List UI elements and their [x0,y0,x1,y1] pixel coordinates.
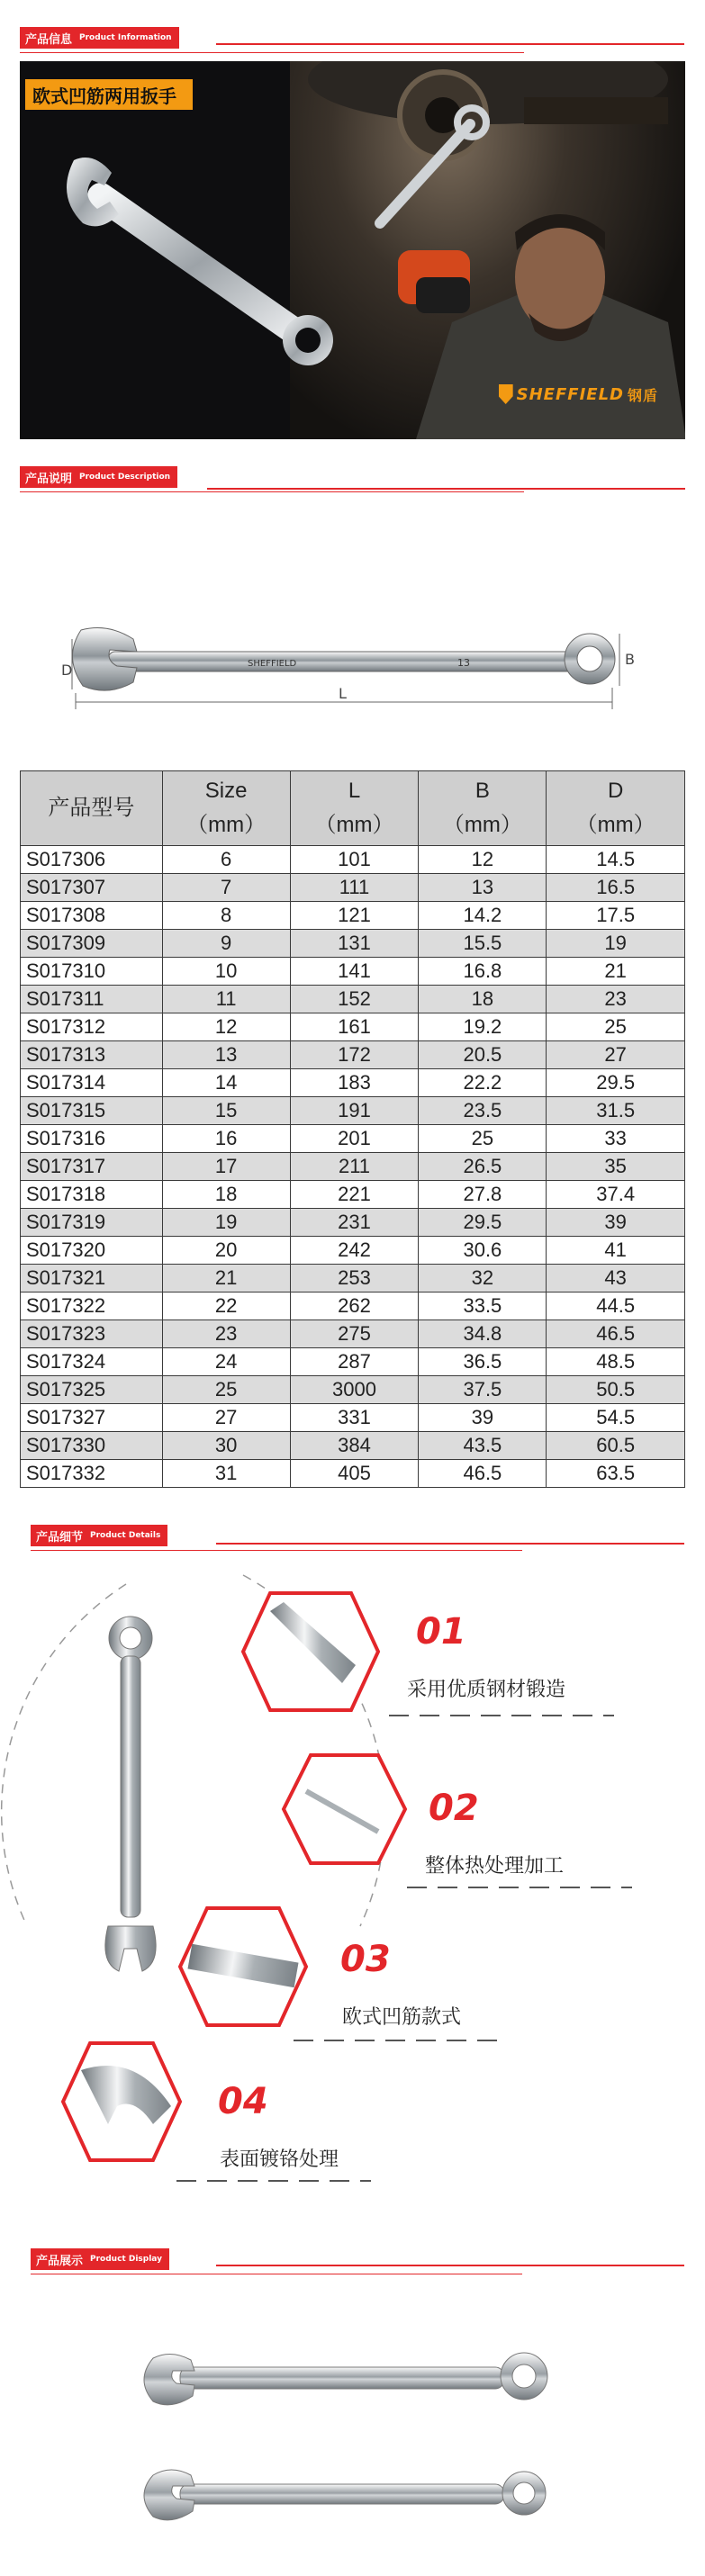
cell-l: 262 [290,1293,419,1320]
cell-l: 131 [290,930,419,958]
cell-l: 121 [290,902,419,930]
header-rule-thin [20,491,524,492]
table-row [21,846,685,874]
feature-divider-4 [176,2180,371,2182]
wrench-in-use [362,97,497,232]
cell-model: S017332 [21,1460,163,1488]
cell-model: S017323 [21,1320,163,1348]
col-header-d: D （mm） [547,771,685,846]
cell-b: 19.2 [419,1013,547,1041]
cell-size: 11 [162,986,290,1013]
section-header-display [0,2247,705,2283]
cell-d: 31.5 [547,1097,685,1125]
cell-size: 18 [162,1181,290,1209]
cell-d: 33 [547,1125,685,1153]
cell-d: 50.5 [547,1376,685,1404]
dimension-diagram [54,603,648,720]
detail-hex-1 [243,1593,378,1710]
cell-model: S017312 [21,1013,163,1041]
table-row [21,1125,685,1153]
cell-b: 13 [419,874,547,902]
table-row [21,986,685,1013]
cell-l: 172 [290,1041,419,1069]
cell-d: 16.5 [547,874,685,902]
cell-size: 17 [162,1153,290,1181]
cell-l: 3000 [290,1376,419,1404]
cell-d: 14.5 [547,846,685,874]
section-header-info [0,25,705,61]
shield-icon [499,384,513,404]
cell-model: S017319 [21,1209,163,1237]
cell-size: 20 [162,1237,290,1265]
feature-text-1: 采用优质钢材锻造 [407,1679,566,1701]
cell-model: S017310 [21,958,163,986]
cell-b: 15.5 [419,930,547,958]
cell-d: 35 [547,1153,685,1181]
cell-d: 19 [547,930,685,958]
cell-size: 10 [162,958,290,986]
table-header-row [21,771,685,846]
cell-size: 7 [162,874,290,902]
cell-d: 46.5 [547,1320,685,1348]
section-title-cn: 产品信息 [25,32,73,47]
cell-d: 29.5 [547,1069,685,1097]
cell-l: 152 [290,986,419,1013]
table-row [21,1432,685,1460]
cell-b: 33.5 [419,1293,547,1320]
table-row [21,1181,685,1209]
feature-number-4: 04 [218,2081,268,2122]
cell-l: 231 [290,1209,419,1237]
section-title-en: Product Information [79,33,172,42]
brand-logo-cn: 钢盾 [627,386,658,404]
cell-l: 161 [290,1013,419,1041]
cell-d: 48.5 [547,1348,685,1376]
section-tag [31,1525,167,1546]
section-tag [31,2248,169,2270]
spec-table-body [21,846,685,1488]
feature-number-1: 01 [416,1611,466,1653]
cell-model: S017315 [21,1097,163,1125]
table-row [21,1013,685,1041]
cell-l: 275 [290,1320,419,1348]
cell-d: 21 [547,958,685,986]
table-row [21,1209,685,1237]
detail-hex-2 [284,1755,405,1863]
table-row [21,1097,685,1125]
col-header-b: B （mm） [419,771,547,846]
cell-d: 54.5 [547,1404,685,1432]
cell-l: 253 [290,1265,419,1293]
cell-l: 405 [290,1460,419,1488]
cell-model: S017309 [21,930,163,958]
feature-divider-3 [294,2040,501,2041]
cell-l: 287 [290,1348,419,1376]
table-row [21,1320,685,1348]
cell-model: S017306 [21,846,163,874]
cell-d: 63.5 [547,1460,685,1488]
cell-size: 6 [162,846,290,874]
section-tag [20,466,177,488]
cell-size: 13 [162,1041,290,1069]
hero-banner-image [20,61,685,439]
cell-b: 16.8 [419,958,547,986]
cell-model: S017321 [21,1265,163,1293]
cell-size: 23 [162,1320,290,1348]
table-row [21,1265,685,1293]
section-header-description [0,464,705,500]
cell-model: S017316 [21,1125,163,1153]
details-illustration [0,1566,705,2214]
cell-d: 44.5 [547,1293,685,1320]
cell-b: 32 [419,1265,547,1293]
table-row [21,1348,685,1376]
table-row [21,1237,685,1265]
table-row [21,1041,685,1069]
cell-l: 201 [290,1125,419,1153]
header-rule-thin [20,52,524,53]
cell-model: S017311 [21,986,163,1013]
cell-d: 23 [547,986,685,1013]
feature-divider-1 [389,1715,614,1716]
cell-l: 183 [290,1069,419,1097]
product-display-image [135,2340,567,2576]
brand-logo [499,382,658,407]
cell-size: 24 [162,1348,290,1376]
cell-size: 12 [162,1013,290,1041]
wrench-product-image [47,142,344,376]
cell-size: 22 [162,1293,290,1320]
cell-b: 14.2 [419,902,547,930]
section-title-cn: 产品展示 [36,2254,84,2268]
table-row [21,902,685,930]
detail-hex-4 [63,2043,180,2160]
cell-b: 36.5 [419,1348,547,1376]
cell-size: 21 [162,1265,290,1293]
feature-divider-2 [407,1887,632,1888]
cell-size: 9 [162,930,290,958]
cell-b: 39 [419,1404,547,1432]
cell-size: 14 [162,1069,290,1097]
section-title-en: Product Details [90,1531,161,1540]
col-header-size: Size （mm） [162,771,290,846]
cell-l: 242 [290,1237,419,1265]
cell-b: 22.2 [419,1069,547,1097]
col-header-model: 产品型号 [21,771,163,846]
table-row [21,1404,685,1432]
cell-size: 31 [162,1460,290,1488]
table-row [21,958,685,986]
cell-d: 60.5 [547,1432,685,1460]
header-rule [216,1543,684,1545]
table-row [21,930,685,958]
cell-b: 34.8 [419,1320,547,1348]
cell-b: 27.8 [419,1181,547,1209]
cell-model: S017313 [21,1041,163,1069]
cell-b: 23.5 [419,1097,547,1125]
cell-l: 211 [290,1153,419,1181]
cell-l: 111 [290,874,419,902]
cell-model: S017317 [21,1153,163,1181]
section-title-cn: 产品说明 [25,472,73,486]
display-wrench-top [144,2353,547,2405]
spec-table [20,770,685,1488]
cell-b: 20.5 [419,1041,547,1069]
section-header-details [0,1523,705,1559]
cell-model: S017330 [21,1432,163,1460]
cell-size: 25 [162,1376,290,1404]
cell-b: 12 [419,846,547,874]
feature-text-4: 表面镀铬处理 [220,2148,339,2171]
cell-model: S017308 [21,902,163,930]
cell-d: 41 [547,1237,685,1265]
cell-model: S017307 [21,874,163,902]
cell-model: S017322 [21,1293,163,1320]
header-rule-thin [31,1550,522,1551]
label-b: B [625,651,635,668]
cell-d: 25 [547,1013,685,1041]
cell-l: 221 [290,1181,419,1209]
section-title-en: Product Description [79,473,171,482]
section-tag [20,27,179,49]
cell-b: 46.5 [419,1460,547,1488]
cell-model: S017325 [21,1376,163,1404]
cell-b: 37.5 [419,1376,547,1404]
brand-logo-text: SHEFFIELD [516,384,624,404]
cell-model: S017318 [21,1181,163,1209]
hero-title: 欧式凹筋两用扳手 [25,79,193,110]
cell-b: 25 [419,1125,547,1153]
cell-d: 27 [547,1041,685,1069]
header-rule [207,488,685,490]
cell-size: 15 [162,1097,290,1125]
header-rule [216,43,684,45]
cell-model: S017314 [21,1069,163,1097]
cell-size: 16 [162,1125,290,1153]
cell-model: S017327 [21,1404,163,1432]
cell-b: 30.6 [419,1237,547,1265]
section-title-en: Product Display [90,2255,162,2264]
col-header-l: L （mm） [290,771,419,846]
cell-model: S017324 [21,1348,163,1376]
label-d: D [61,662,73,679]
cell-l: 384 [290,1432,419,1460]
cell-model: S017320 [21,1237,163,1265]
cell-l: 101 [290,846,419,874]
feature-text-2: 整体热处理加工 [425,1855,565,1878]
table-row [21,1069,685,1097]
table-row [21,1460,685,1488]
cell-d: 17.5 [547,902,685,930]
engraved-size: 13 [457,657,470,669]
cell-size: 19 [162,1209,290,1237]
feature-number-3: 03 [340,1939,391,1980]
engraved-brand: SHEFFIELD [248,659,297,669]
display-wrench-bottom [144,2470,546,2520]
cell-d: 43 [547,1265,685,1293]
cell-l: 141 [290,958,419,986]
cell-d: 37.4 [547,1181,685,1209]
cell-size: 27 [162,1404,290,1432]
section-title-cn: 产品细节 [36,1530,84,1545]
table-row [21,874,685,902]
cell-size: 30 [162,1432,290,1460]
cell-b: 26.5 [419,1153,547,1181]
cell-b: 29.5 [419,1209,547,1237]
cell-d: 39 [547,1209,685,1237]
table-row [21,1293,685,1320]
table-row [21,1376,685,1404]
table-row [21,1153,685,1181]
detail-hex-3 [180,1908,306,2025]
label-l: L [339,685,347,702]
feature-number-2: 02 [429,1788,479,1829]
cell-l: 191 [290,1097,419,1125]
cell-b: 18 [419,986,547,1013]
header-rule [216,2265,684,2266]
feature-text-3: 欧式凹筋款式 [342,2006,462,2029]
cell-size: 8 [162,902,290,930]
cell-l: 331 [290,1404,419,1432]
wrench-dimension-drawing [54,603,648,720]
cell-b: 43.5 [419,1432,547,1460]
